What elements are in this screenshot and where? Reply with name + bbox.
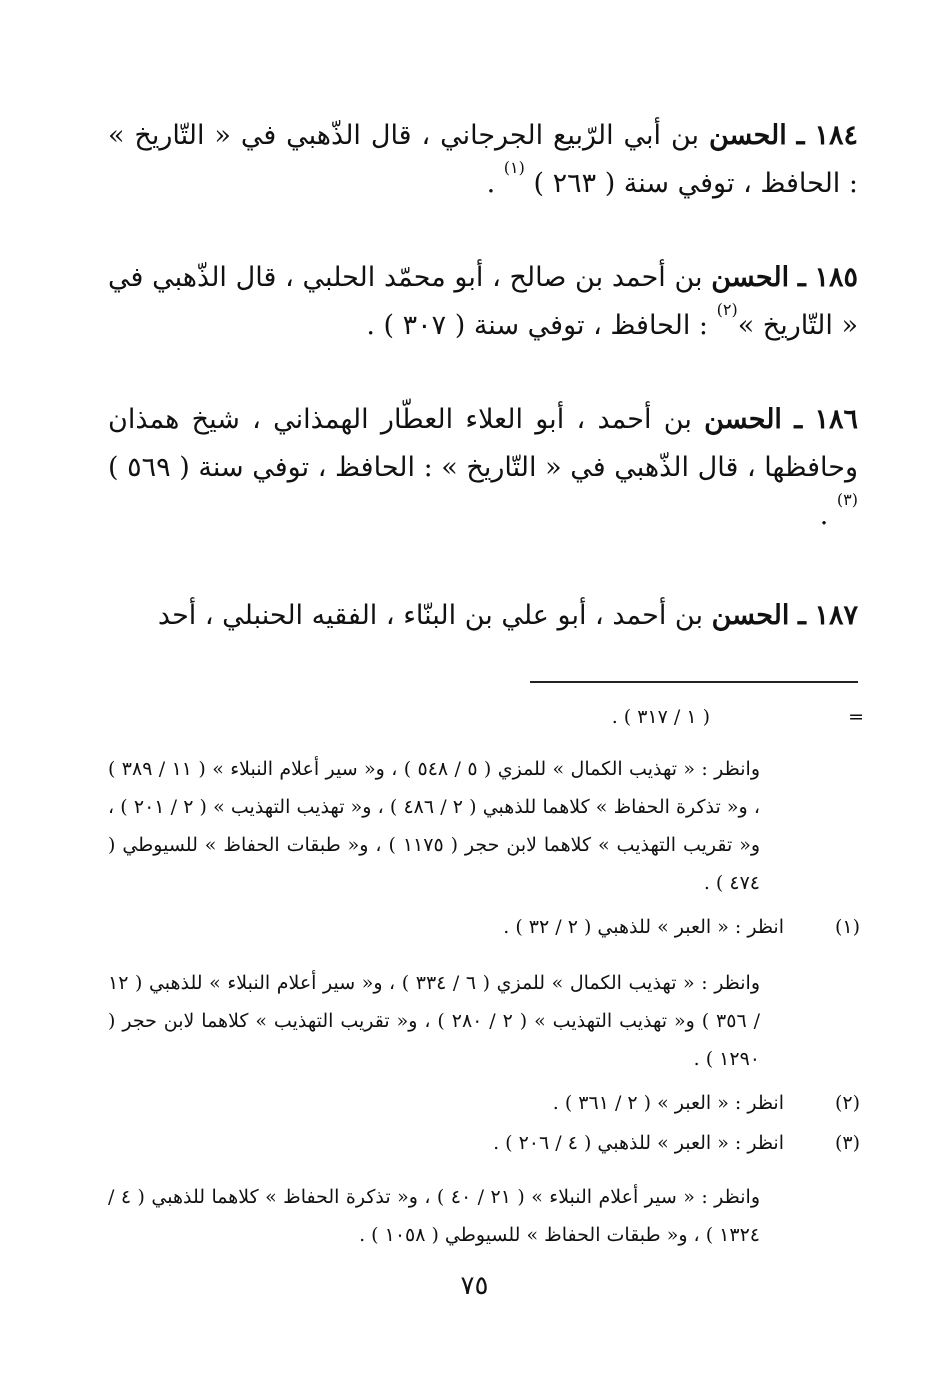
continuation-text: ( ١ / ٣١٧ ) . bbox=[611, 706, 710, 728]
footnote-text: انظر : « العبر » للذهبي ( ٤ / ٢٠٦ ) . bbox=[493, 1132, 784, 1154]
entry-text-after: : الحافظ ، توفي سنة ( ٣٠٧ ) . bbox=[366, 310, 709, 341]
footnote-3 bbox=[108, 1124, 860, 1162]
entry-name: الحسن bbox=[708, 120, 787, 151]
entry-187 bbox=[108, 592, 858, 640]
footnote-3-ref: وانظر : « سير أعلام النبلاء » ( ٢١ / ٤٠ ) ، و« تذكرة الحفاظ » كلاهما للذهبي ( ٤ / ١٣٢٤ ) ، و« طبقات الحفاظ » للسيوطي ( ١٠٥٨ ) . bbox=[108, 1186, 760, 1246]
entry-text: بن أحمد ، أبو علي بن البنّاء ، الفقيه الحنبلي ، أحد bbox=[157, 600, 703, 631]
entry-number: ١٨٥ bbox=[814, 262, 858, 293]
entry-name: الحسن bbox=[711, 600, 790, 631]
footnote-continuation-ref: وانظر : « تهذيب الكمال » للمزي ( ٥ / ٥٤٨ ) ، و« سير أعلام النبلاء » ( ١١ / ٣٨٩ ) ، و« تذكرة الحفاظ » كلاهما للذهبي ( ٢ / ٤٨٦ ) ، و« تهذيب التهذيب » ( ٢ / ٢٠١ ) ، و« تقريب التهذيب » كلاهما لابن حجر ( ١١٧٥ ) ، و« طبقات الحفاظ » للسيوطي ( ٤٧٤ ) . bbox=[108, 758, 761, 894]
footnote-marker: (٣) bbox=[834, 1132, 860, 1154]
footnote-1 bbox=[108, 908, 860, 946]
entry-number: ١٨٦ bbox=[814, 404, 858, 435]
entry-186 bbox=[108, 396, 858, 540]
continuation-mark: = bbox=[848, 706, 864, 728]
entry-number: ١٨٤ bbox=[814, 120, 858, 151]
footnote-continuation bbox=[108, 698, 864, 736]
footnote-ref: (٢) bbox=[716, 300, 738, 319]
footnote-marker: (١) bbox=[834, 916, 860, 938]
footnote-text: انظر : « العبر » للذهبي ( ٢ / ٣٢ ) . bbox=[503, 916, 784, 938]
footnote-1-ref: وانظر : « تهذيب الكمال » للمزي ( ٦ / ٣٣٤ ) ، و« سير أعلام النبلاء » للذهبي ( ١٢ / ٣٥٦ ) و« تهذيب التهذيب » ( ٢ / ٢٨٠ ) ، و« تقريب التهذيب » كلاهما لابن حجر ( ١٢٩٠ ) . bbox=[108, 972, 761, 1070]
entry-184 bbox=[108, 112, 858, 208]
page-number: ٧٥ bbox=[460, 1271, 489, 1301]
entry-text: بن أحمد بن صالح ، أبو محمّد الحلبي ، قال الذّهبي في « التّاريخ » bbox=[108, 262, 858, 341]
entry-name: الحسن bbox=[711, 262, 790, 293]
entry-dash: ـ bbox=[797, 600, 806, 631]
entry-dash: ـ bbox=[796, 120, 805, 151]
footnote-text: انظر : « العبر » ( ٢ / ٣٦١ ) . bbox=[552, 1092, 784, 1114]
entry-dash: ـ bbox=[794, 404, 803, 435]
entry-dash: ـ bbox=[797, 262, 806, 293]
footnote-ref: (٣) bbox=[836, 490, 858, 509]
entry-number: ١٨٧ bbox=[814, 600, 858, 631]
entry-end: . bbox=[486, 168, 496, 199]
entry-text: بن أحمد ، أبو العلاء العطّار الهمذاني ، شيخ همذان وحافظها ، قال الذّهبي في « التّاريخ » : الحافظ ، توفي سنة ( ٥٦٩ ) bbox=[108, 404, 858, 483]
entry-text: بن أبي الرّبيع الجرجاني ، قال الذّهبي في « التّاريخ » : الحافظ ، توفي سنة ( ٢٦٣ ) bbox=[108, 120, 858, 199]
entry-185 bbox=[108, 254, 858, 350]
entry-name: الحسن bbox=[704, 404, 782, 435]
footnote-ref: (١) bbox=[503, 158, 525, 177]
entry-end: . bbox=[819, 500, 829, 531]
footnote-separator bbox=[530, 681, 858, 683]
footnote-2 bbox=[108, 1084, 860, 1122]
footnote-marker: (٢) bbox=[834, 1092, 860, 1114]
